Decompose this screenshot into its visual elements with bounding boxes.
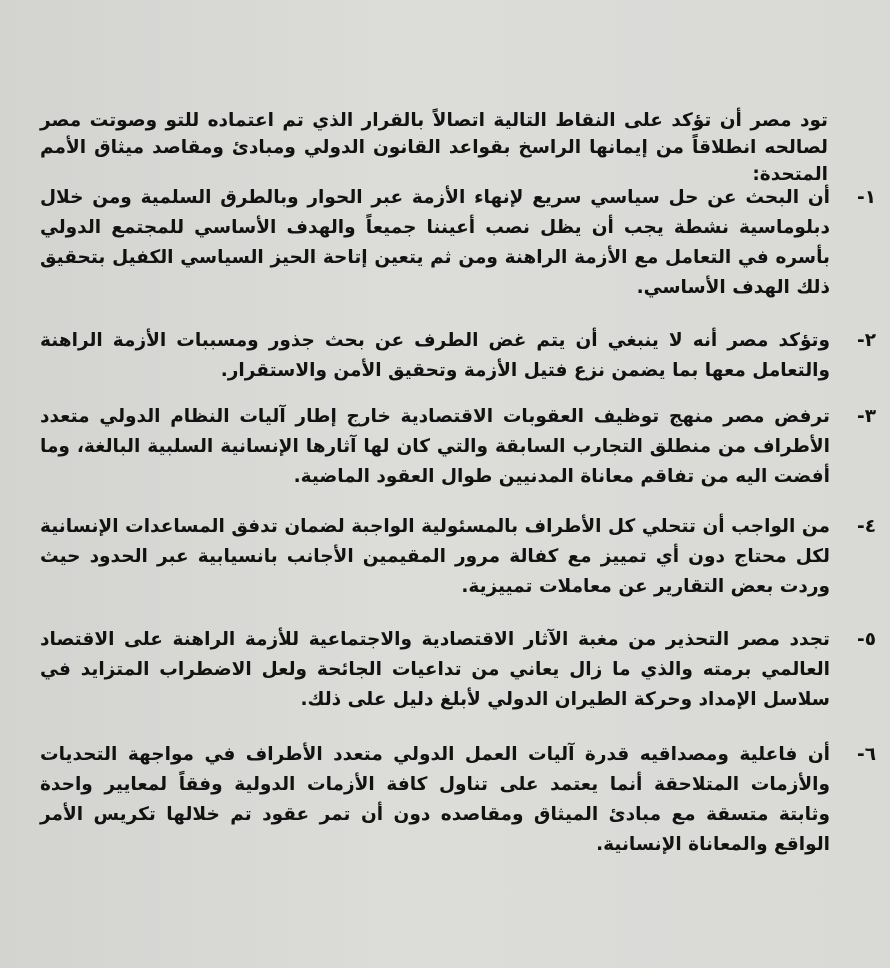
item-text: وتؤكد مصر أنه لا ينبغي أن يتم غض الطرف عن بحث جذور ومسببات الأزمة الراهنة والتعامل معها بما يضمن نزع فتيل الأزمة وتحقيق الأمن والاستقرار. (40, 330, 830, 381)
item-number: ٦- (857, 744, 876, 765)
item-text: ترفض مصر منهج توظيف العقوبات الاقتصادية خارج إطار آليات النظام الدولي متعدد الأطراف من منطلق التجارب السابقة والتي كان لها آثارها الإنسانية السلبية البالغة، وما أفضت اليه من تفاقم معاناة المدنيين طوال العقود الماضية. (40, 406, 830, 487)
list-item (40, 326, 890, 386)
list-item (40, 625, 890, 715)
intro-paragraph: تود مصر أن تؤكد على النقاط التالية اتصالاً بالقرار الذي تم اعتماده للتو وصوتت مصر لصالحه انطلاقاً من إيمانها الراسخ بقواعد القانون الدولي ومبادئ ومقاصد ميثاق الأمم المتحدة: (40, 110, 828, 185)
list-item (40, 402, 890, 492)
item-number: ٤- (857, 516, 876, 537)
item-number: ٢- (857, 330, 876, 351)
list-item (40, 512, 890, 602)
item-number: ٥- (857, 629, 876, 650)
item-number: ٣- (857, 406, 876, 427)
item-number: ١- (857, 187, 876, 208)
item-text: تجدد مصر التحذير من مغبة الآثار الاقتصادية والاجتماعية للأزمة الراهنة على الاقتصاد العالمي برمته والذي ما زال يعاني من تداعيات الجائحة ولعل الاضطراب المتزايد في سلاسل الإمداد وحركة الطيران الدولي لأبلغ دليل على ذلك. (40, 629, 830, 710)
list-item (40, 740, 890, 860)
item-text: من الواجب أن تتحلي كل الأطراف بالمسئولية الواجبة لضمان تدفق المساعدات الإنسانية لكل محتاج دون أي تمييز مع كفالة مرور المقيمين الأجانب بانسيابية عبر الحدود حيث وردت بعض التقارير عن معاملات تمييزية. (40, 516, 830, 597)
item-text: أن فاعلية ومصداقيه قدرة آليات العمل الدولي متعدد الأطراف في مواجهة التحديات والأزمات المتلاحقة أنما يعتمد على تناول كافة الأزمات الدولية وفقاً لمعايير واحدة وثابتة متسقة مع مبادئ الميثاق ومقاصده دون أن تمر عقود تم خلالها تكريس الأمر الواقع والمعاناة الإنسانية. (40, 744, 830, 855)
list-item (40, 183, 890, 303)
item-text: أن البحث عن حل سياسي سريع لإنهاء الأزمة عبر الحوار وبالطرق السلمية ومن خلال دبلوماسية نشطة يجب أن يظل نصب أعيننا جميعاً والهدف الأساسي للمجتمع الدولي بأسره في التعامل مع الأزمة الراهنة ومن ثم يتعين إتاحة الحيز السياسي الكفيل بتحقيق ذلك الهدف الأساسي. (40, 187, 830, 298)
